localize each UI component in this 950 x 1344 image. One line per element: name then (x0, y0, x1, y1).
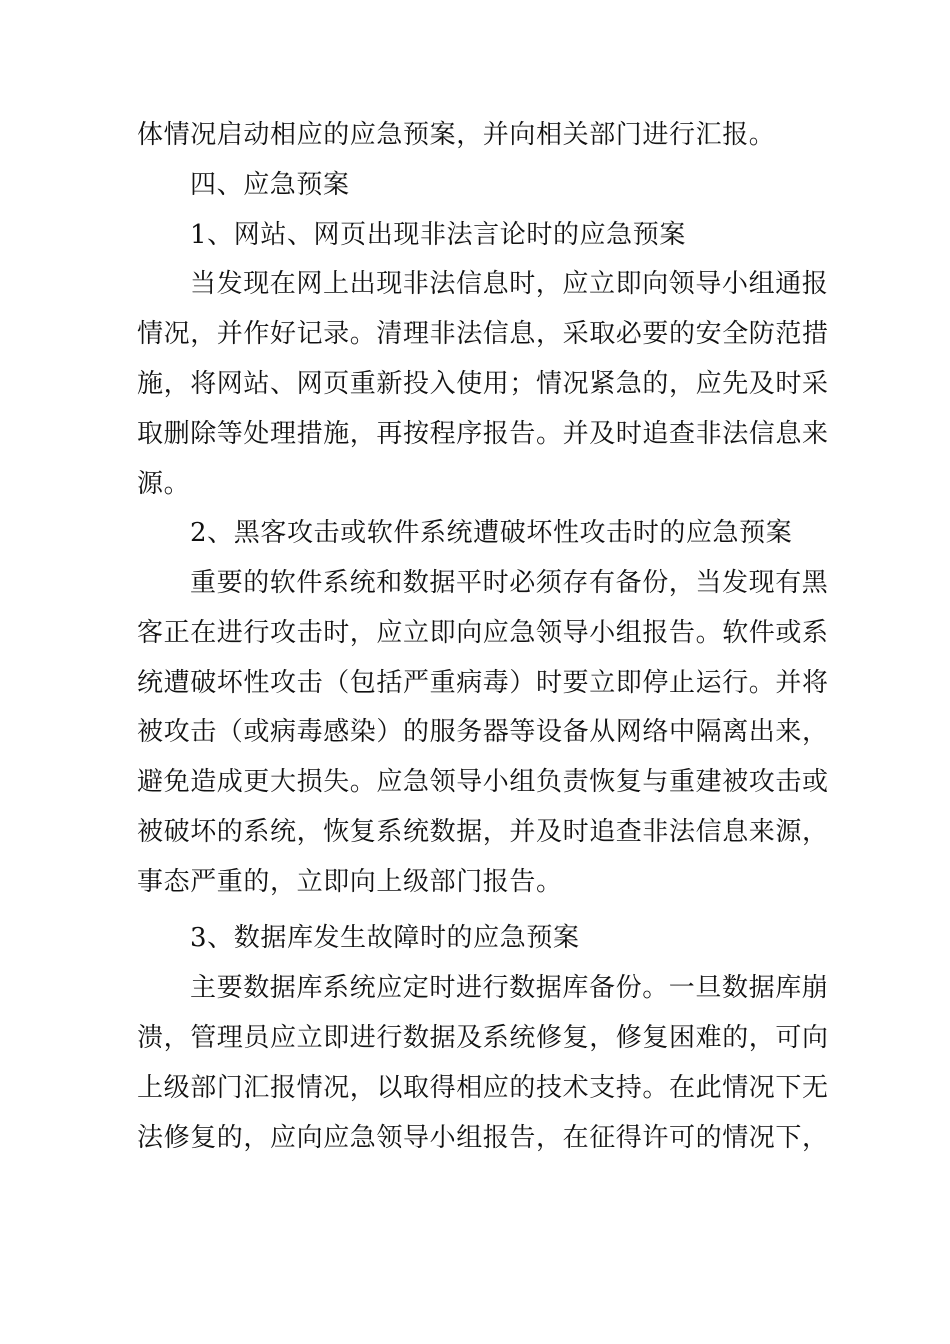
paragraph-line: 被攻击（或病毒感染）的服务器等设备从网络中隔离出来， (137, 717, 829, 747)
paragraph-line: 情况，并作好记录。清理非法信息，采取必要的安全防范措 (137, 319, 829, 349)
paragraph-line: 法修复的，应向应急领导小组报告，在征得许可的情况下， (137, 1123, 829, 1153)
paragraph-line: 上级部门汇报情况，以取得相应的技术支持。在此情况下无 (137, 1073, 829, 1103)
paragraph-line: 取删除等处理措施，再按程序报告。并及时追查非法信息来 (137, 419, 829, 449)
paragraph-line: 源。 (137, 469, 191, 499)
paragraph-line: 当发现在网上出现非法信息时，应立即向领导小组通报 (190, 269, 829, 299)
paragraph-line: 被破坏的系统，恢复系统数据，并及时追查非法信息来源， (137, 817, 829, 847)
section-heading: 四、应急预案 (190, 170, 350, 200)
paragraph-line: 重要的软件系统和数据平时必须存有备份，当发现有黑 (190, 568, 829, 598)
paragraph-line: 统遭破坏性攻击（包括严重病毒）时要立即停止运行。并将 (137, 668, 829, 698)
subsection-heading: 3、数据库发生故障时的应急预案 (190, 923, 580, 953)
paragraph-line: 避免造成更大损失。应急领导小组负责恢复与重建被攻击或 (137, 767, 829, 797)
paragraph-line: 客正在进行攻击时，应立即向应急领导小组报告。软件或系 (137, 618, 829, 648)
subsection-heading: 2、黑客攻击或软件系统遭破坏性攻击时的应急预案 (190, 518, 793, 548)
paragraph-line: 主要数据库系统应定时进行数据库备份。一旦数据库崩 (190, 973, 829, 1003)
paragraph-line: 体情况启动相应的应急预案，并向相关部门进行汇报。 (137, 120, 776, 150)
paragraph-line: 溃，管理员应立即进行数据及系统修复，修复困难的，可向 (137, 1023, 829, 1053)
subsection-heading: 1、网站、网页出现非法言论时的应急预案 (190, 220, 686, 250)
paragraph-line: 事态严重的，立即向上级部门报告。 (137, 867, 563, 897)
paragraph-line: 施，将网站、网页重新投入使用；情况紧急的，应先及时采 (137, 369, 829, 399)
